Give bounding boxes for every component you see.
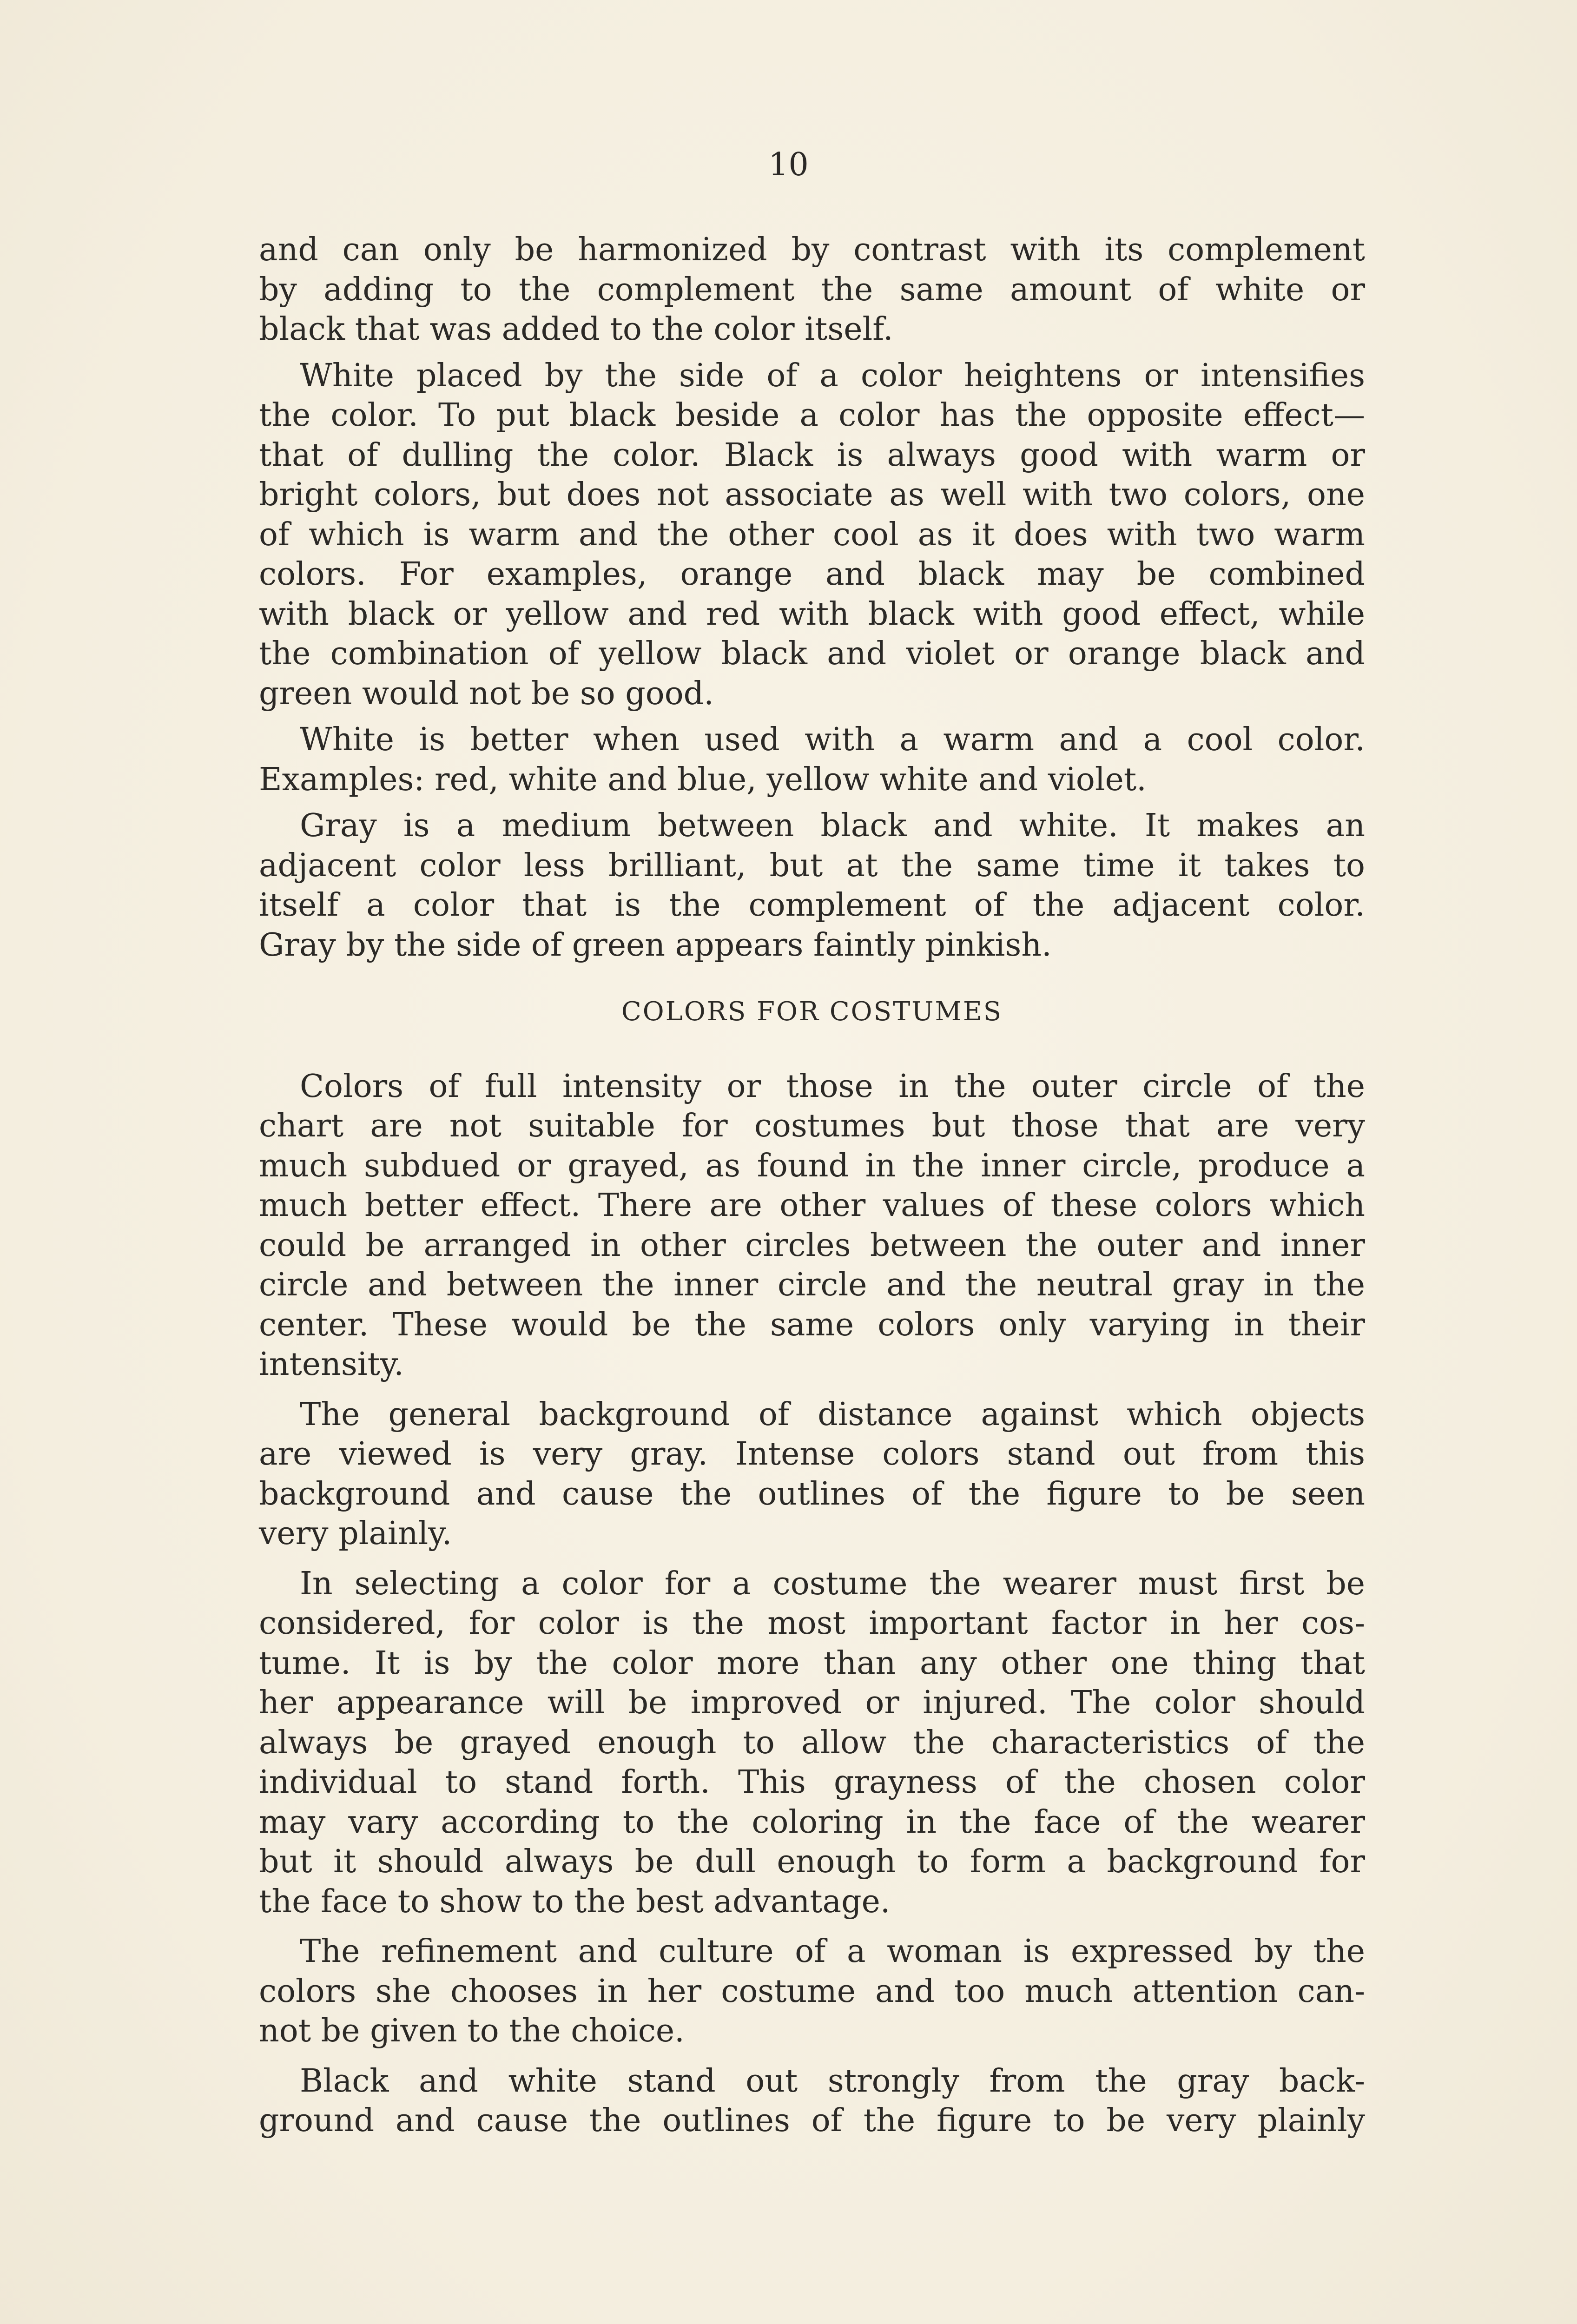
text-line: but it should always be dull enough to form a background for (259, 1843, 1365, 1880)
text-line: and can only be harmonized by contrast with its complement (259, 231, 1365, 268)
text-line: green would not be so good. (259, 675, 714, 712)
body-text (259, 230, 1365, 2141)
paragraph (259, 806, 1365, 965)
text-line: bright colors, but does not associate as well with two colors, one (259, 476, 1365, 513)
text-line: The general background of distance against which objects (300, 1396, 1365, 1433)
text-line: Colors of full intensity or those in the outer circle of the (300, 1068, 1365, 1105)
text-line: black that was added to the color itself. (259, 311, 893, 348)
paragraph-gap (259, 350, 1365, 356)
text-line: colors she chooses in her costume and too much attention can- (259, 1973, 1365, 2010)
text-line: are viewed is very gray. Intense colors stand out from this (259, 1436, 1365, 1472)
text-line: of which is warm and the other cool as it does with two warm (259, 516, 1365, 553)
text-line: much better effect. There are other values of these colors which (259, 1187, 1365, 1224)
text-line: with black or yellow and red with black with good effect, while (259, 595, 1365, 633)
text-line: intensity. (259, 1346, 404, 1383)
text-line: circle and between the inner circle and the neutral gray in the (259, 1267, 1365, 1303)
bottom-paragraphs (259, 1067, 1365, 2141)
paragraph-gap (259, 2051, 1365, 2061)
text-line: The refinement and culture of a woman is expressed by the (300, 1933, 1365, 1970)
paragraph (259, 1067, 1365, 1385)
text-line: much subdued or grayed, as found in the inner circle, produce a (259, 1147, 1365, 1184)
text-line: background and cause the outlines of the figure to be seen (259, 1475, 1365, 1512)
paragraph (259, 720, 1365, 799)
text-line: the face to show to the best advantage. (259, 1883, 891, 1920)
top-paragraphs (259, 230, 1365, 965)
text-line: adjacent color less brilliant, but at the same time it takes to (259, 847, 1365, 884)
paragraph (259, 230, 1365, 350)
paragraph (259, 1932, 1365, 2051)
text-line: Gray by the side of green appears faintly pinkish. (259, 926, 1052, 964)
text-line: her appearance will be improved or injured. The color should (259, 1684, 1365, 1721)
text-line: considered, for color is the most important factor in her cos- (259, 1605, 1365, 1642)
paragraph (259, 1395, 1365, 1554)
text-line: ground and cause the outlines of the figure to be very plainly (259, 2102, 1365, 2139)
text-line: not be given to the choice. (259, 2013, 685, 2049)
text-line: very plainly. (259, 1515, 452, 1552)
section-heading: COLORS FOR COSTUMES (621, 997, 1003, 1027)
text-line: colors. For examples, orange and black may be combined (259, 556, 1365, 593)
text-line: Examples: red, white and blue, yellow white and violet. (259, 761, 1147, 798)
text-line: could be arranged in other circles between the outer and inner (259, 1227, 1365, 1264)
text-line: the color. To put black beside a color has the opposite effect— (259, 397, 1365, 434)
text-line: Black and white stand out strongly from the gray back- (300, 2062, 1365, 2100)
paragraph-gap (259, 799, 1365, 806)
text-line: the combination of yellow black and violet or orange black and (259, 635, 1365, 672)
paragraph-gap (259, 1554, 1365, 1564)
text-line: individual to stand forth. This grayness of the chosen color (259, 1764, 1365, 1801)
text-line: tume. It is by the color more than any other one thing that (259, 1644, 1365, 1682)
text-line: may vary according to the coloring in the face of the wearer (259, 1803, 1365, 1841)
paragraph (259, 1564, 1365, 1922)
text-line: In selecting a color for a costume the wearer must first be (300, 1565, 1365, 1602)
text-line: chart are not suitable for costumes but those that are very (259, 1108, 1365, 1144)
text-line: White placed by the side of a color heightens or intensifies (300, 357, 1365, 394)
text-line: always be grayed enough to allow the characteristics of the (259, 1724, 1365, 1761)
paragraph (259, 356, 1365, 714)
page-number: 10 (768, 146, 809, 183)
text-line: itself a color that is the complement of the adjacent color. (259, 887, 1365, 924)
paragraph-gap (259, 1921, 1365, 1932)
text-line: that of dulling the color. Black is always good with warm or (259, 436, 1365, 474)
paragraph-gap (259, 1385, 1365, 1395)
paragraph (259, 2061, 1365, 2141)
text-line: Gray is a medium between black and white. It makes an (300, 807, 1365, 844)
paragraph-gap (259, 713, 1365, 720)
text-line: White is better when used with a warm and a cool color. (300, 721, 1365, 758)
text-line: center. These would be the same colors only varying in their (259, 1306, 1365, 1343)
text-line: by adding to the complement the same amount of white or (259, 271, 1365, 308)
